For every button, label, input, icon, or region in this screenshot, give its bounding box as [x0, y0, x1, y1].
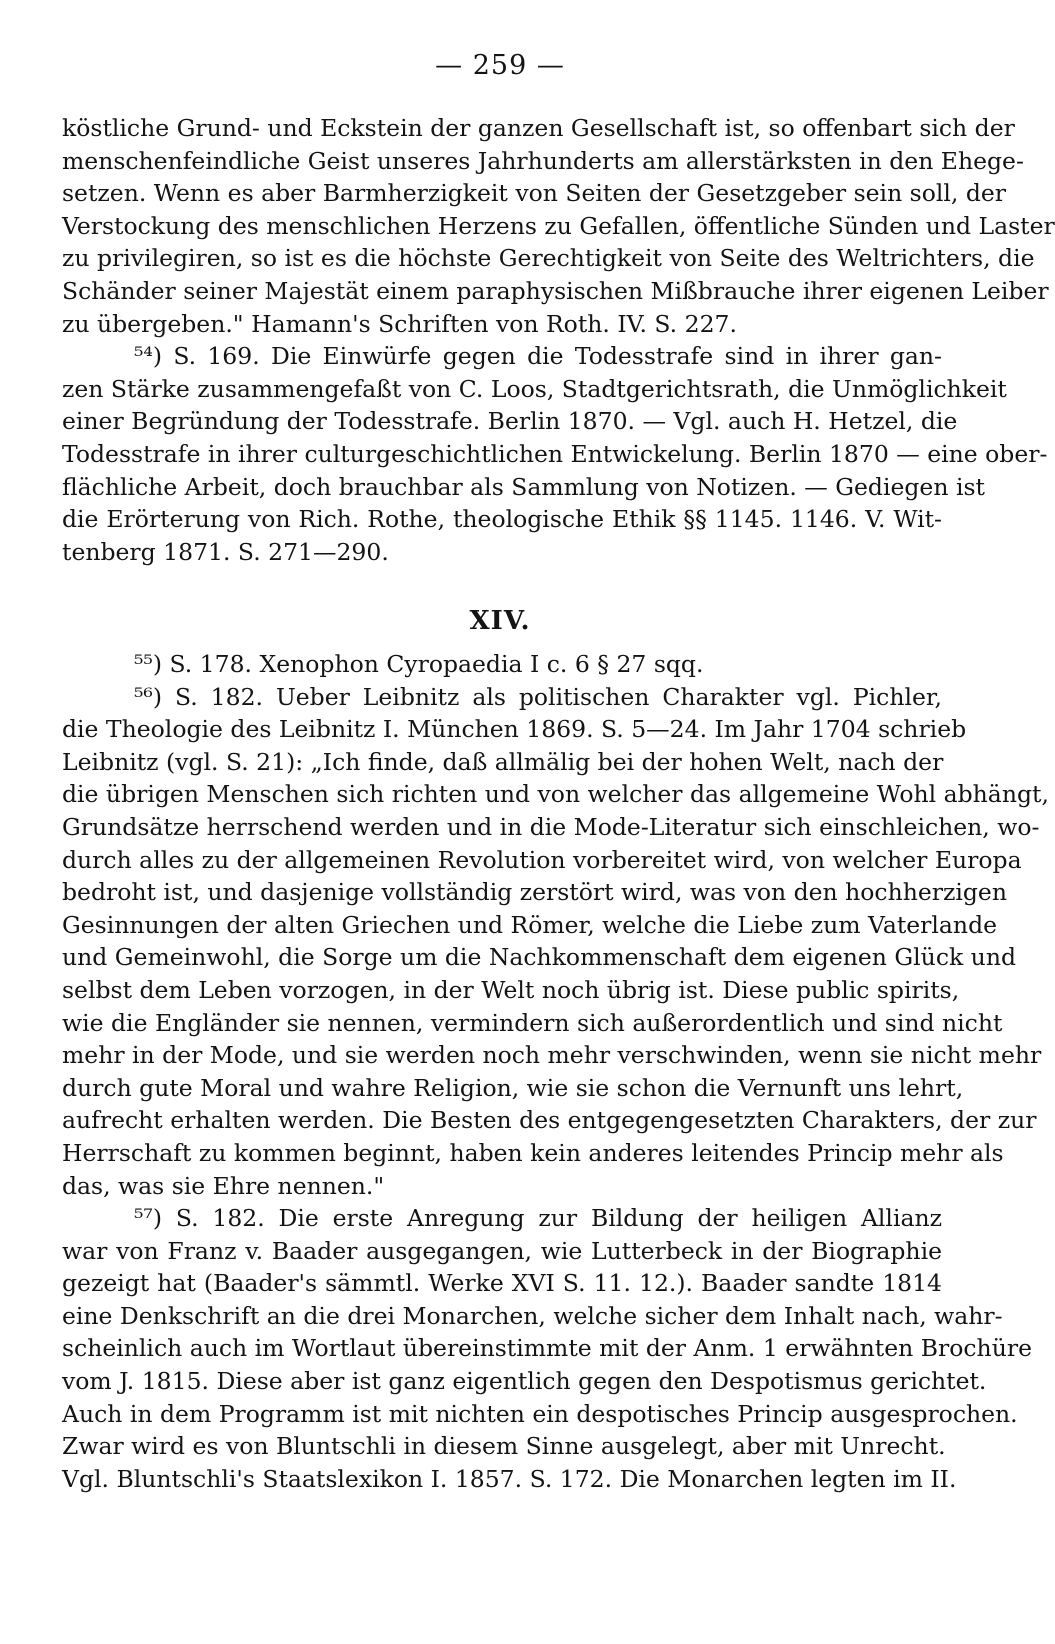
text-line: mehr in der Mode, und sie werden noch mehr verschwinden, wenn sie nicht mehr: [62, 1041, 1042, 1070]
text-block-bottom: [62, 648, 1049, 1495]
text-line: Auch in dem Programm ist mit nichten ein despotisches Princip ausgesprochen.: [62, 1399, 1018, 1428]
text-line: tenberg 1871. S. 271—290.: [62, 537, 389, 566]
text-line: und Gemeinwohl, die Sorge um die Nachkommenschaft dem eigenen Glück und: [62, 943, 1016, 972]
footnote-start: ⁵⁴) S. 169. Die Einwürfe gegen die Todesstrafe sind in ihrer gan-: [134, 342, 942, 371]
text-line: Schänder seiner Majestät einem paraphysischen Mißbrauche ihrer eigenen Leiber: [62, 276, 1049, 305]
text-line: war von Franz v. Baader ausgegangen, wie Lutterbeck in der Biographie: [62, 1236, 942, 1265]
text-line: die Erörterung von Rich. Rothe, theologische Ethik §§ 1145. 1146. V. Wit-: [62, 505, 942, 534]
text-line: das, was sie Ehre nennen.": [62, 1171, 385, 1200]
text-line: selbst dem Leben vorzogen, in der Welt noch übrig ist. Diese public spirits,: [62, 975, 960, 1004]
text-line: Todesstrafe in ihrer culturgeschichtlichen Entwickelung. Berlin 1870 — eine ober-: [62, 439, 1048, 468]
text-line: menschenfeindliche Geist unseres Jahrhunderts am allerstärksten in den Ehege-: [62, 146, 1024, 175]
text-line: einer Begründung der Todesstrafe. Berlin 1870. — Vgl. auch H. Hetzel, die: [62, 407, 958, 436]
text-line: Zwar wird es von Bluntschli in diesem Sinne ausgelegt, aber mit Unrecht.: [62, 1432, 946, 1461]
text-line: Leibnitz (vgl. S. 21): „Ich finde, daß allmälig bei der hohen Welt, nach der: [62, 747, 944, 776]
section-heading: XIV.: [469, 606, 531, 636]
text-line: zen Stärke zusammengefaßt von C. Loos, Stadtgerichtsrath, die Unmöglichkeit: [62, 374, 1007, 403]
text-line: Vgl. Bluntschli's Staatslexikon I. 1857. S. 172. Die Monarchen legten im II.: [62, 1464, 957, 1493]
text-line: köstliche Grund- und Eckstein der ganzen Gesellschaft ist, so offenbart sich der: [62, 114, 1015, 142]
text-line: zu übergeben." Hamann's Schriften von Roth. IV. S. 227.: [62, 309, 737, 338]
text-line: Herrschaft zu kommen beginnt, haben kein anderes leitendes Princip mehr als: [62, 1138, 1004, 1167]
text-line: setzen. Wenn es aber Barmherzigkeit von Seiten der Gesetzgeber sein soll, der: [62, 179, 1007, 208]
text-line: Grundsätze herrschend werden und in die Mode-Literatur sich einschleichen, wo-: [62, 812, 1040, 841]
text-line: die Theologie des Leibnitz I. München 1869. S. 5—24. Im Jahr 1704 schrieb: [62, 715, 967, 744]
text-line: scheinlich auch im Wortlaut übereinstimmte mit der Anm. 1 erwähnten Brochüre: [62, 1334, 1032, 1363]
text-line: Verstockung des menschlichen Herzens zu Gefallen, öffentliche Sünden und Laster: [62, 211, 1055, 240]
text-line: vom J. 1815. Diese aber ist ganz eigentlich gegen den Despotismus gerichtet.: [62, 1367, 987, 1396]
text-line: flächliche Arbeit, doch brauchbar als Sammlung von Notizen. — Gediegen ist: [62, 472, 985, 501]
page-number: — 259 —: [435, 50, 565, 81]
footnote-start: ⁵⁶) S. 182. Ueber Leibnitz als politischen Charakter vgl. Pichler,: [134, 682, 942, 711]
text-block-top: [62, 112, 1055, 568]
text-line: die übrigen Menschen sich richten und von welcher das allgemeine Wohl abhängt,: [62, 780, 1049, 809]
text-line: zu privilegiren, so ist es die höchste Gerechtigkeit von Seite des Weltrichters, die: [62, 244, 1035, 273]
text-line: wie die Engländer sie nennen, vermindern sich außerordentlich und sind nicht: [62, 1008, 1003, 1037]
text-line: bedroht ist, und dasjenige vollständig zerstört wird, was von den hochherzigen: [62, 878, 1007, 907]
text-line: gezeigt hat (Baader's sämmtl. Werke XVI S. 11. 12.). Baader sandte 1814: [62, 1269, 942, 1298]
text-line: durch gute Moral und wahre Religion, wie sie schon die Vernunft uns lehrt,: [62, 1073, 964, 1102]
text-line: eine Denkschrift an die drei Monarchen, welche sicher dem Inhalt nach, wahr-: [62, 1301, 1003, 1330]
footnote-start: ⁵⁵) S. 178. Xenophon Cyropaedia I c. 6 § 27 sqq.: [134, 650, 704, 678]
text-line: aufrecht erhalten werden. Die Besten des entgegengesetzten Charakters, der zur: [62, 1106, 1037, 1135]
text-line: Gesinnungen der alten Griechen und Römer, welche die Liebe zum Vaterlande: [62, 910, 998, 939]
footnote-start: ⁵⁷) S. 182. Die erste Anregung zur Bildung der heiligen Allianz: [134, 1204, 942, 1233]
text-line: durch alles zu der allgemeinen Revolution vorbereitet wird, von welcher Europa: [62, 845, 1022, 874]
